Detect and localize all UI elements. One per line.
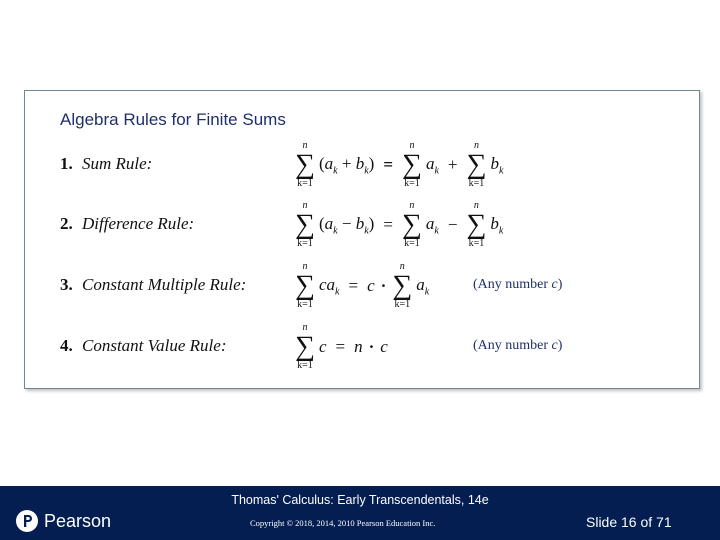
rule-number: 4. bbox=[60, 336, 73, 355]
sigma-symbol: n ∑ k=1 bbox=[295, 200, 315, 249]
slide-number: Slide 16 of 71 bbox=[586, 514, 672, 530]
sigma-symbol: n ∑ k=1 bbox=[295, 322, 315, 371]
sigma-symbol: n ∑ k=1 bbox=[295, 261, 315, 310]
footer-bar bbox=[0, 486, 720, 540]
rule-name: Sum Rule: bbox=[82, 154, 153, 173]
copyright-text: Copyright © 2018, 2014, 2010 Pearson Education Inc. bbox=[250, 518, 436, 528]
book-title: Thomas' Calculus: Early Transcendentals, 14e bbox=[231, 493, 489, 507]
rule-name: Constant Value Rule: bbox=[82, 336, 227, 355]
sum-rule-formula: n ∑ k=1 $(a_k + b_k)$ = n ∑ k=1 $a_k$ + n ∑ k=1 $b_k$ bbox=[295, 140, 504, 189]
difference-rule-formula: n ∑ k=1 $(a_k - b_k)$ = n ∑ k=1 $a_k$ − n ∑ k=1 $b_k$ bbox=[295, 200, 504, 249]
pearson-logo bbox=[16, 510, 111, 532]
any-number-note: (Any number c) bbox=[473, 277, 563, 292]
rule-number: 3. bbox=[60, 275, 73, 294]
pearson-p-icon bbox=[16, 510, 38, 532]
box-title: Algebra Rules for Finite Sums bbox=[60, 110, 286, 129]
constant-multiple-rule-formula: n ∑ k=1 $ca_k$ = c · n ∑ k=1 $a_k$ bbox=[295, 261, 430, 310]
sigma-symbol: n ∑ k=1 bbox=[392, 261, 413, 310]
any-number-note: (Any number c) bbox=[473, 338, 563, 353]
sigma-symbol: n ∑ k=1 bbox=[295, 140, 315, 189]
rule-number: 2. bbox=[60, 214, 73, 233]
sigma-symbol: n ∑ k=1 bbox=[466, 140, 487, 189]
constant-value-rule-formula: n ∑ k=1 c = n · c bbox=[295, 322, 388, 371]
rule-number: 1. bbox=[60, 154, 73, 173]
rule-name: Difference Rule: bbox=[82, 214, 195, 233]
rule-name: Constant Multiple Rule: bbox=[82, 275, 247, 294]
rules-box bbox=[24, 90, 700, 389]
sigma-symbol: n ∑ k=1 bbox=[402, 140, 422, 189]
logo-text: Pearson bbox=[44, 510, 112, 531]
sigma-symbol: n ∑ k=1 bbox=[466, 200, 487, 249]
sigma-symbol: n ∑ k=1 bbox=[401, 200, 422, 249]
